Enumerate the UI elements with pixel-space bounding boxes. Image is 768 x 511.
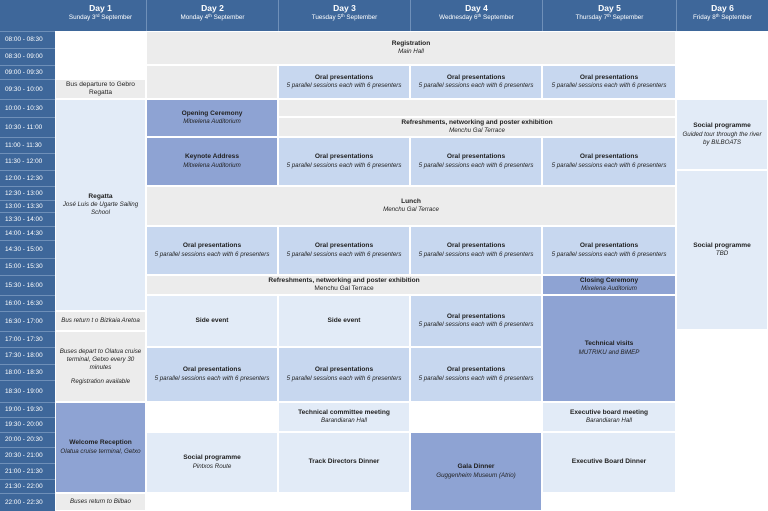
event-detail: 5 parallel sessions each with 6 presenters [418,374,534,382]
day-label: Day 6 [711,3,734,13]
day-header-2 [146,0,278,31]
day-date: Sunday 3rd September [68,13,133,21]
oral-presentations-day4-late [410,137,542,186]
day-header-6 [676,0,768,31]
social-programme-tbd [676,170,768,330]
event-title: Oral presentations [446,312,506,320]
welcome-reception [55,402,146,493]
event-location: José Luis de Ugarte Sailing School [62,201,139,217]
event-title: Oral presentations [446,242,506,250]
buses-olatua [55,331,146,402]
oral-presentations-day4-afternoon [410,226,542,275]
day-label: Day 5 [598,3,621,13]
oral-presentations-day5-late [542,137,676,186]
oral-presentations-day4-evening1 [410,295,542,347]
event-location: MUTRIKU and BiMEP [578,348,640,356]
event-title: Oral presentations [579,242,639,250]
event-title: Oral presentations [446,73,506,81]
event-detail: 5 parallel sessions each with 6 presenters [154,250,270,258]
event-detail: Registration available [70,377,131,385]
event-title: Track Directors Dinner [308,458,380,466]
day-date: Wednesday 6th September [439,13,514,21]
event-title: Oral presentations [579,73,639,81]
event-title: Executive board meeting [569,408,649,416]
oral-presentations-day4-morning [410,65,542,99]
event-title: Social programme [183,454,241,462]
event-location: Barandiaran Hall [585,417,633,425]
event-title: Technical committee meeting [298,408,390,416]
time-slot: 18:00 - 18:30 [0,364,55,380]
event-location: Pintxos Route [192,462,232,470]
event-detail: 5 parallel sessions each with 6 presenters [418,161,534,169]
event-location: Mitxelena Auditorium [183,118,241,126]
time-slot: 10:30 - 11:00 [0,117,55,137]
event-title: Oral presentations [182,242,242,250]
track-directors-dinner [278,432,410,493]
event-title: Side event [327,316,361,324]
event-title: Opening Ceremony [181,109,243,117]
day-date: Thursday 7th September [575,13,644,21]
event-title: Oral presentations [314,73,374,81]
event-title: Oral presentations [446,366,506,374]
event-title: Oral presentations [314,153,374,161]
side-event-day2 [146,295,278,347]
day-label: Day 3 [333,3,356,13]
event-title: Oral presentations [182,366,242,374]
event-detail: TBD [715,250,729,258]
time-slot: 19:30 - 20:00 [0,417,55,432]
event-title: Refreshments, networking and poster exhibition [401,118,553,126]
keynote-address [146,137,278,186]
event-detail: 5 parallel sessions each with 6 presenters [286,82,402,90]
time-slot: 09:30 - 10:00 [0,79,55,99]
corner-header [0,0,55,31]
time-slot: 14:30 - 15:00 [0,240,55,258]
day-header-4 [410,0,542,31]
event-title: Refreshments, networking and poster exhibition [268,276,420,284]
event-title: Social programme [693,122,751,130]
day-label: Day 2 [201,3,224,13]
lunch [146,186,676,226]
executive-board-meeting [542,402,676,432]
event-title: Social programme [693,241,751,249]
gala-dinner [410,432,542,511]
event-detail: Guided tour through the river by BILBOATS [682,130,762,146]
event-title: Registration [391,39,431,47]
time-slot: 15:30 - 16:00 [0,275,55,295]
event-title: Regatta [88,192,113,200]
day-header-5 [542,0,676,31]
event-title: Oral presentations [314,366,374,374]
regatta [55,99,146,311]
event-detail: 5 parallel sessions each with 6 presenters [551,250,667,258]
time-slot: 20:00 - 20:30 [0,432,55,447]
event-location: Menchu Gal Terrace [314,285,374,292]
oral-presentations-day5-afternoon [542,226,676,275]
registration-block-day2 [146,65,278,99]
oral-presentations-day3-late [278,137,410,186]
event-title: Bus departure to Gebro Regatta [66,80,135,96]
event-title: Buses depart to Olatua cruise terminal, Getxo every 30 minutes [59,347,142,371]
day-header-3 [278,0,410,31]
time-slot: 22:00 - 22:30 [0,493,55,511]
side-event-day3 [278,295,410,347]
event-detail: 5 parallel sessions each with 6 presenters [418,321,534,329]
time-slot: 14:00 - 14:30 [0,226,55,240]
time-slot: 15:00 - 15:30 [0,258,55,275]
day-label: Day 1 [89,3,112,13]
opening-ceremony [146,99,278,137]
event-title: Welcome Reception [69,439,132,447]
event-title: Executive Board Dinner [571,458,647,466]
day-header-1 [55,0,146,31]
event-title: Side event [195,316,229,324]
time-slot: 13:30 - 14:00 [0,212,55,226]
time-slot: 17:30 - 18:00 [0,347,55,364]
event-title: Technical visits [584,340,634,348]
technical-visits [542,295,676,402]
oral-presentations-day2-afternoon [146,226,278,275]
event-location: Guggenheim Museum (Atrio) [436,471,516,479]
time-slot: 10:00 - 10:30 [0,99,55,117]
event-title: Gala Dinner [457,463,495,471]
event-location: Mixelena Auditorium [581,285,637,293]
event-title: Keynote Address [185,153,239,161]
time-slot: 12:00 - 12:30 [0,170,55,186]
oral-presentations-day5-morning [542,65,676,99]
day-date: Friday 8th September [692,13,753,21]
time-slot: 09:00 - 09:30 [0,65,55,79]
bus-return-bizkaia [55,311,146,331]
time-slot: 11:30 - 12:00 [0,153,55,170]
event-detail: 5 parallel sessions each with 6 presenters [286,161,402,169]
event-title: Oral presentations [314,242,374,250]
event-location: Barandiaran Hall [320,417,368,425]
event-title: Bus return t o Bizkaia Aretoa [61,317,140,324]
event-location: Menchu Gal Terrace [449,127,505,135]
event-location: Main Hall [398,48,424,56]
event-location: Olatua cruise terminal, Getxo [60,447,141,455]
oral-presentations-day2-evening [146,347,278,402]
event-detail: 5 parallel sessions each with 6 presenters [286,250,402,258]
time-slot: 21:00 - 21:30 [0,463,55,479]
time-slot: 19:00 - 19:30 [0,402,55,417]
event-title: Closing Ceremony [579,276,639,284]
closing-ceremony [542,275,676,295]
time-slot: 08:00 - 08:30 [0,31,55,48]
time-slot: 21:30 - 22:00 [0,479,55,493]
time-slot: 16:00 - 16:30 [0,295,55,311]
event-title: Lunch [401,197,421,205]
event-detail: 5 parallel sessions each with 6 presenters [418,82,534,90]
event-detail: 5 parallel sessions each with 6 presenters [154,374,270,382]
time-slot: 08:30 - 09:00 [0,48,55,65]
time-slot: 12:30 - 13:00 [0,186,55,200]
oral-presentations-day3-afternoon [278,226,410,275]
technical-committee-meeting [278,402,410,432]
day-date: Tuesday 5th September [311,13,378,21]
time-slot: 18:30 - 19:00 [0,380,55,402]
refreshments-morning-top [278,99,676,117]
day-label: Day 4 [465,3,488,13]
oral-presentations-day3-morning [278,65,410,99]
event-title: Oral presentations [446,153,506,161]
refreshments-morning [278,117,676,137]
time-slot: 11:00 - 11:30 [0,137,55,153]
event-title: Oral presentations [579,153,639,161]
bus-departure-gebro [55,79,146,99]
oral-presentations-day4-evening2 [410,347,542,402]
oral-presentations-day3-evening [278,347,410,402]
executive-board-dinner [542,432,676,493]
event-title: Buses return to Bilbao [70,498,131,505]
time-slot: 13:00 - 13:30 [0,200,55,212]
social-programme-pintxos [146,432,278,493]
event-location: Menchu Gal Terrace [383,206,439,214]
event-detail: 5 parallel sessions each with 6 presenters [551,161,667,169]
event-detail: 5 parallel sessions each with 6 presenters [286,374,402,382]
day-date: Monday 4th September [180,13,245,21]
registration-block [146,31,676,65]
buses-return-bilbao [55,493,146,511]
time-slot: 20:30 - 21:00 [0,447,55,463]
refreshments-afternoon [146,275,542,295]
event-location: Mitxelena Auditorium [183,161,241,169]
time-slot: 17:00 - 17:30 [0,331,55,347]
event-detail: 5 parallel sessions each with 6 presenters [418,250,534,258]
social-programme-boats [676,99,768,170]
event-detail: 5 parallel sessions each with 6 presenters [551,82,667,90]
time-slot: 16:30 - 17:00 [0,311,55,331]
